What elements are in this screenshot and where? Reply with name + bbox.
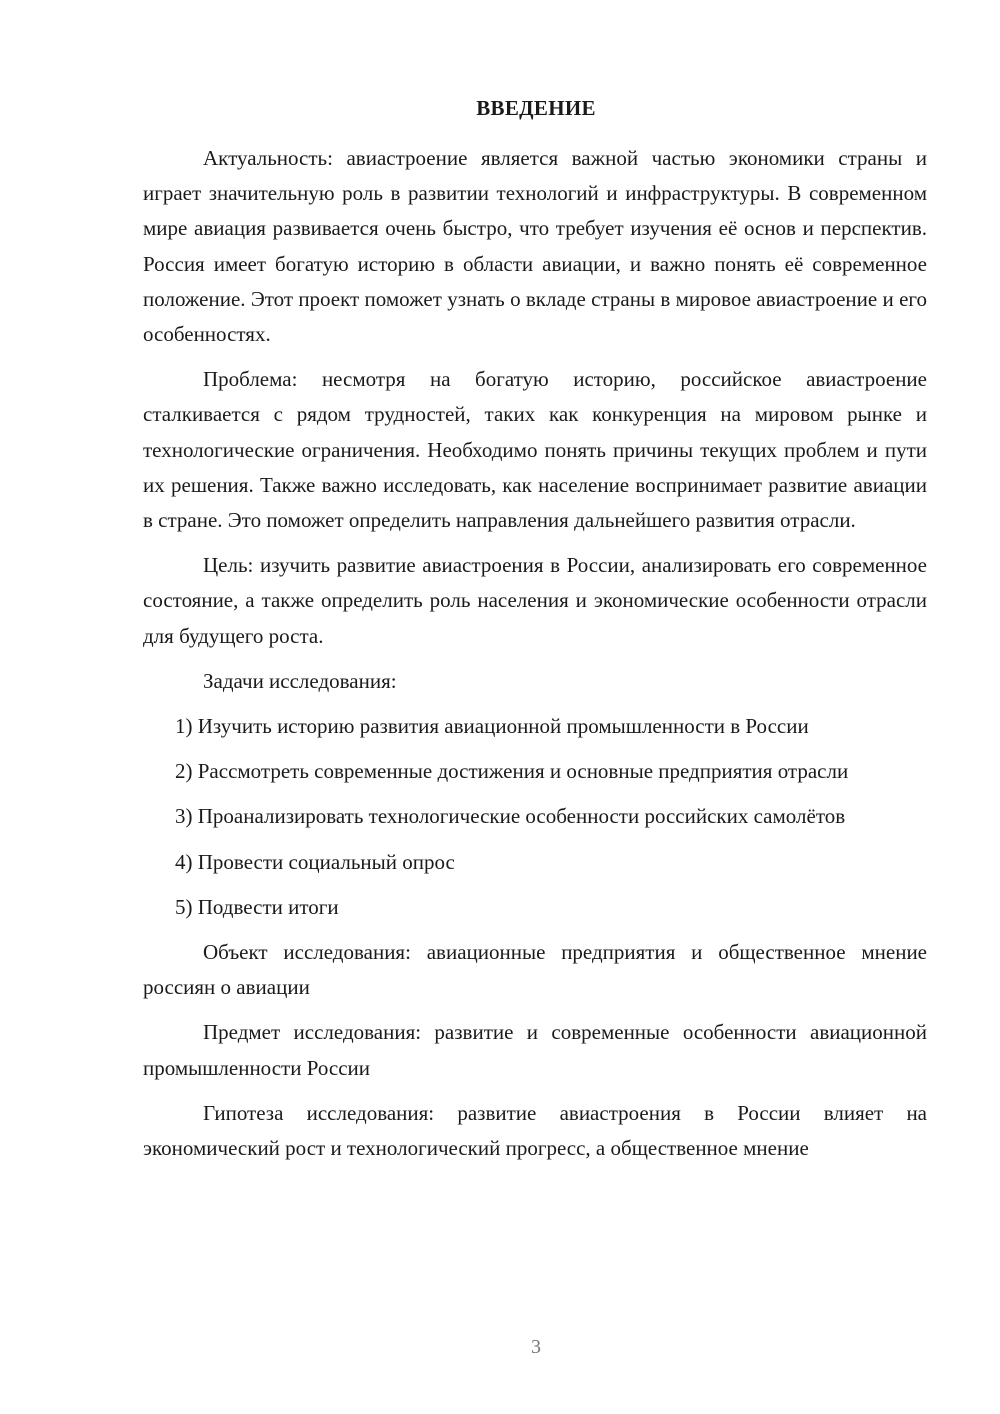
paragraph-object: Объект исследования: авиационные предприятия и общественное мнение россиян о авиации [143,940,927,1000]
task-item-3: 3) Проанализировать технологические особенности российских самолётов [175,804,846,829]
paragraph-subject: Предмет исследования: развитие и современные особенности авиационной промышленности России [143,1020,927,1080]
document-body [143,141,927,1176]
paragraph-tasks-heading: Задачи исследования: [203,668,397,693]
task-item-1: 1) Изучить историю развития авиационной промышленности в России [175,714,809,739]
task-item-4: 4) Провести социальный опрос [175,849,455,874]
page-number: 3 [531,1336,541,1358]
page-title: ВВЕДЕНИЕ [476,96,596,120]
task-item-2: 2) Рассмотреть современные достижения и основные предприятия отрасли [175,759,849,784]
paragraph-relevance: Актуальность: авиастроение является важной частью экономики страны и играет значительную роль в развитии технологий и инфраструктуры. В современном мире авиация развивается очень быстро, что требует изучения её основ и перспектив. Россия имеет богатую историю в области авиации, и важно понять её современное положение. Этот проект поможет узнать о вкладе страны в мировое авиастроение и его особенностях. [143,146,927,347]
paragraph-goal: Цель: изучить развитие авиастроения в России, анализировать его современное состояние, а также определить роль населения и экономические особенности отрасли для будущего роста. [143,553,927,648]
paragraph-hypothesis: Гипотеза исследования: развитие авиастроения в России влияет на экономический рост и технологический прогресс, а общественное мнение [143,1100,927,1161]
task-item-5: 5) Подвести итоги [175,894,339,919]
paragraph-problem: Проблема: несмотря на богатую историю, российское авиастроение сталкивается с рядом трудностей, таких как конкуренция на мировом рынке и технологические ограничения. Необходимо понять причины текущих проблем и пути их решения. Также важно исследовать, как население воспринимает развитие авиации в стране. Это поможет определить направления дальнейшего развития отрасли. [143,367,927,533]
